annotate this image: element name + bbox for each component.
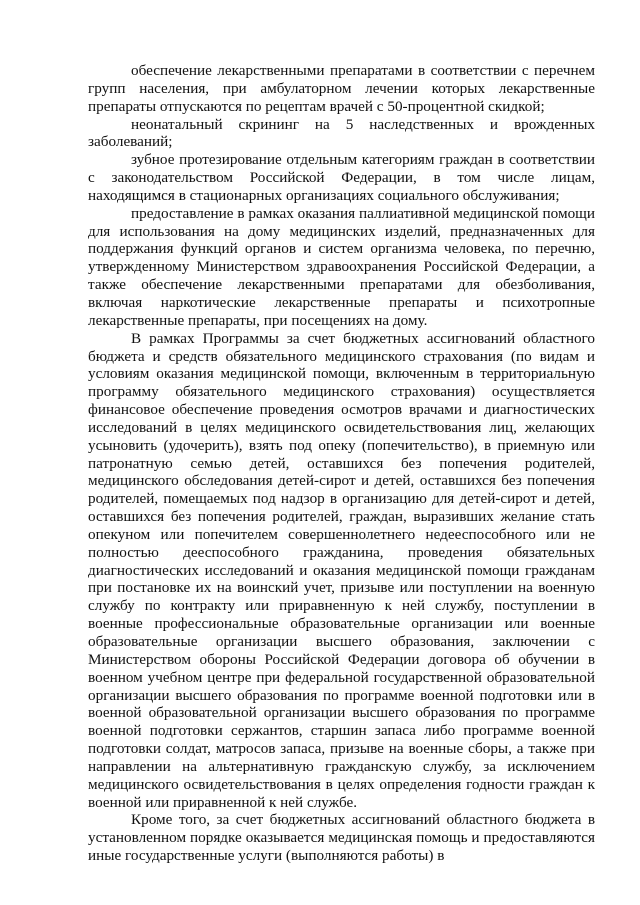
- paragraph-program-financing: В рамках Программы за счет бюджетных ассигнований областного бюджета и средств обязательного медицинского страхования (по видам и условиям оказания медицинской помощи, включенным в территориальную программу обязательного медицинского страхования) осуществляется финансовое обеспечение проведения осмотров врачами и диагностических исследований в целях медицинского освидетельствования лиц, желающих усыновить (удочерить), взять под опеку (попечительство), в приемную или патронатную семью детей, оставшихся без попечения родителей, медицинского обследования детей-сирот и детей, оставшихся без попечения родителей, помещаемых под надзор в организацию для детей-сирот и детей, оставшихся без попечения родителей, граждан, выразивших желание стать опекуном или попечителем совершеннолетнего недееспособного или не полностью дееспособного гражданина, проведения обязательных диагностических исследований и оказания медицинской помощи гражданам при постановке их на воинский учет, призыве или поступлении на военную службу по контракту или приравненную к ней службу, поступлении в военные профессиональные образовательные организации или военные образовательные организации высшего образования, заключении с Министерством обороны Российской Федерации договора об обучении в военном учебном центре при федеральной государственной образовательной организации высшего образования по программе военной подготовки или в военной образовательной организации высшего образования по программе военной подготовки сержантов, старшин запаса либо программе военной подготовки солдат, матросов запаса, призыве на военные сборы, а также при направлении на альтернативную гражданскую службу, за исключением медицинского освидетельствования в целях определения годности граждан к военной или приравненной к ней службе.: [88, 329, 595, 811]
- paragraph-palliative-care: предоставление в рамках оказания паллиативной медицинской помощи для использования на дому медицинских изделий, предназначенных для поддержания функций органов и систем организма человека, по перечню, утвержденному Министерством здравоохранения Российской Федерации, а также обеспечение лекарственными препаратами для обезболивания, включая наркотические лекарственные препараты и психотропные лекарственные препараты, при посещениях на дому.: [88, 204, 595, 329]
- paragraph-drug-provision: обеспечение лекарственными препаратами в соответствии с перечнем групп населения, при амбулаторном лечении которых лекарственные препараты отпускаются по рецептам врачей с 50-процентной скидкой;: [88, 62, 595, 115]
- paragraph-neonatal-screening: неонатальный скрининг на 5 наследственных и врожденных заболеваний;: [88, 115, 595, 151]
- paragraph-dental-prosthetics: зубное протезирование отдельным категориям граждан в соответствии с законодательством Российской Федерации, в том числе лицам, находящимся в стационарных организациях социального обслуживания;: [88, 151, 595, 204]
- paragraph-additional-services: Кроме того, за счет бюджетных ассигнований областного бюджета в установленном порядке оказывается медицинская помощь и предоставляются иные государственные услуги (выполняются работы) в: [88, 811, 595, 865]
